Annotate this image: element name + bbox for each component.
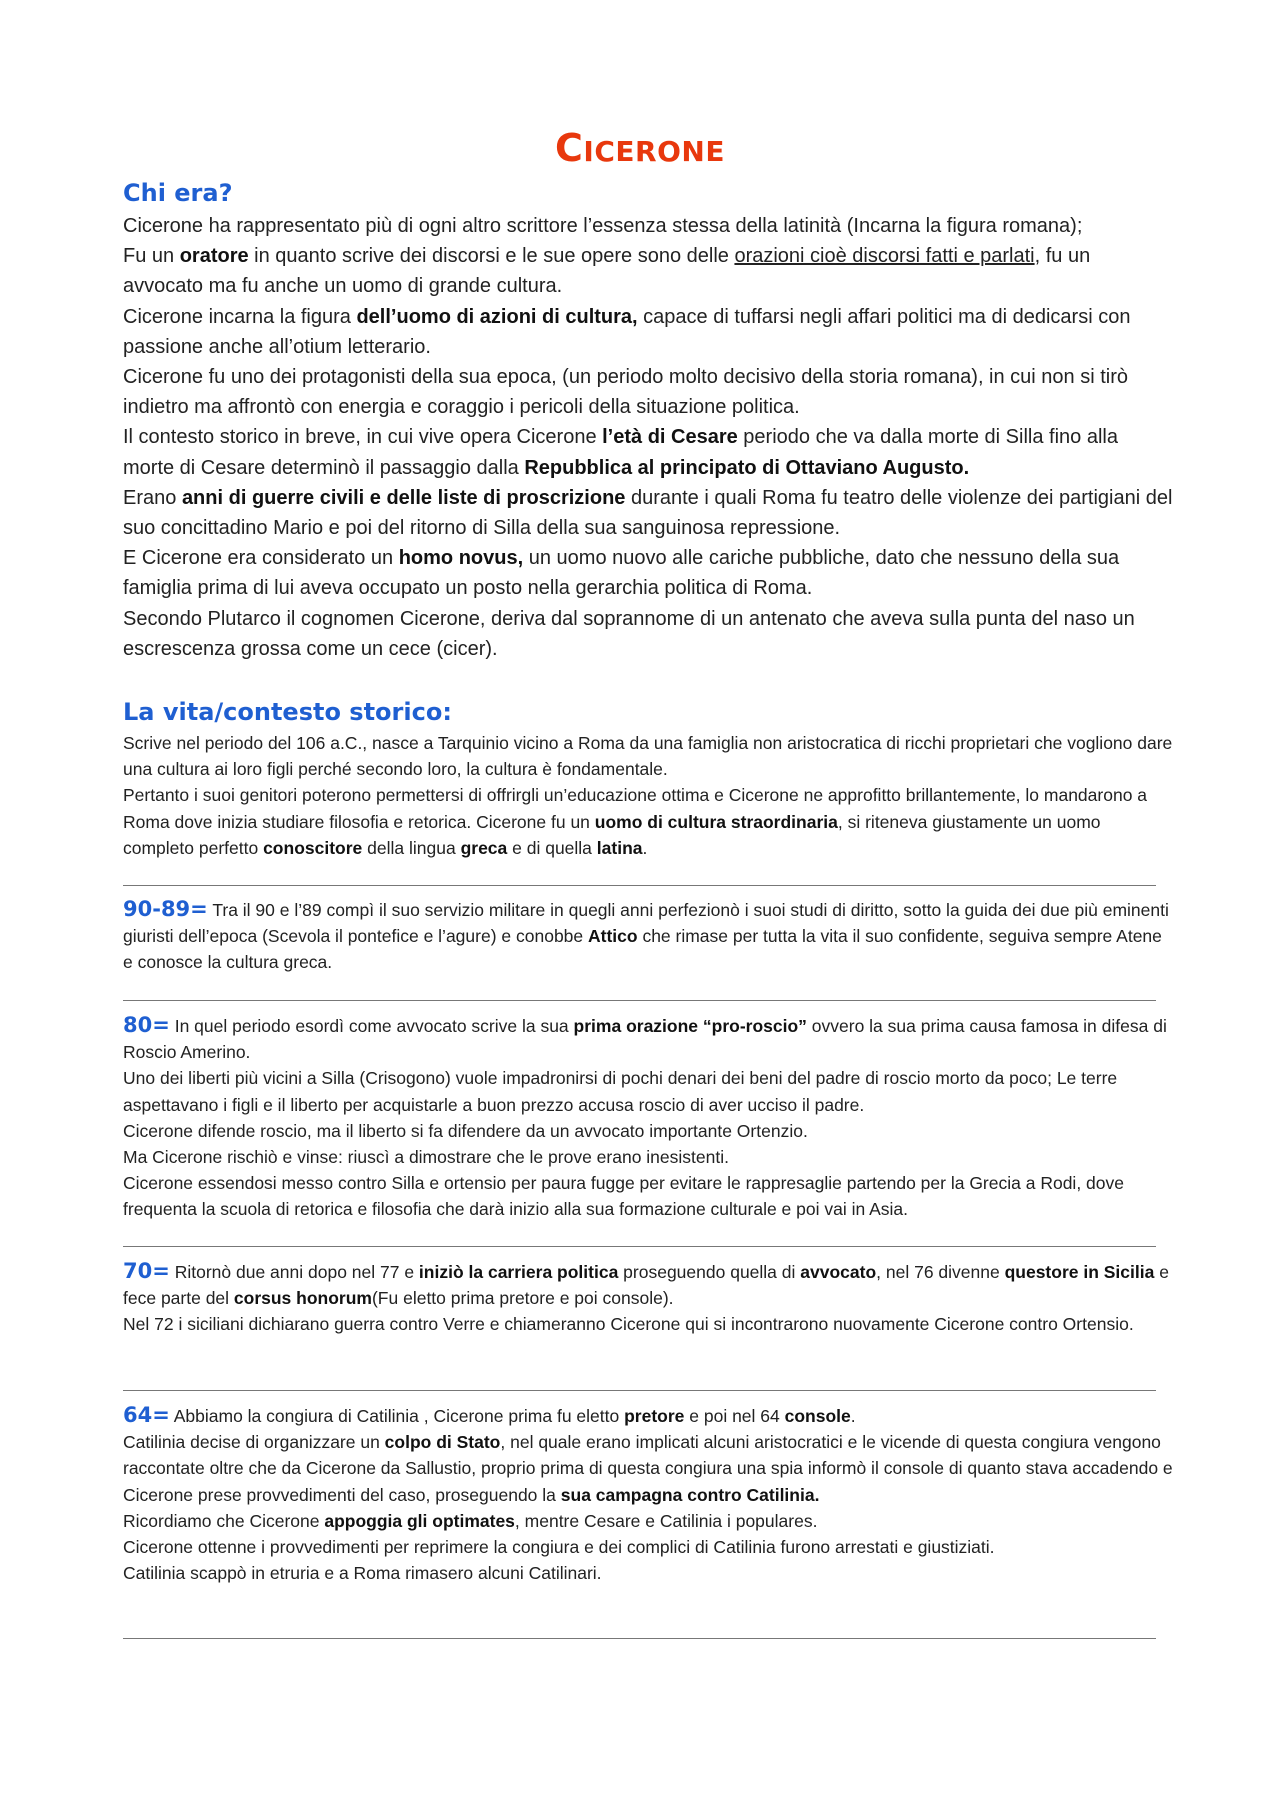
paragraph: Cicerone ottenne i provvedimenti per reprimere la congiura e dei complici di Catilinia furono arrestati e giustiziati. — [123, 1537, 995, 1558]
entry-80 — [123, 1012, 1173, 1223]
paragraph: Erano anni di guerre civili e delle liste di proscrizione durante i quali Roma fu teatro delle violenze dei partigiani del suo concittadino Mario e poi del ritorno di Silla della sua sanguinosa repressione. — [123, 486, 1173, 540]
paragraph: 80= In quel periodo esordì come avvocato scrive la sua prima orazione “pro-roscio” ovvero la sua prima causa famosa in difesa di Roscio Amerino. — [123, 1013, 1167, 1063]
entry-70 — [123, 1258, 1173, 1338]
year-label: 80 — [123, 1013, 153, 1037]
paragraph: Uno dei liberti più vicini a Silla (Crisogono) vuole impadronirsi di pochi denari dei beni del padre di roscio morto da poco; Le terre aspettavano i figli e il liberto per acquistarle a buon prezzo accusa roscio di aver ucciso il padre. — [123, 1068, 1118, 1115]
section-heading-chi-era: Chi era? — [123, 179, 233, 207]
paragraph: Secondo Plutarco il cognomen Cicerone, deriva dal soprannome di un antenato che aveva sulla punta del naso un escrescenza grossa come un cece (cicer). — [123, 607, 1135, 660]
paragraph: 70= Ritornò due anni dopo nel 77 e iniziò la carriera politica proseguendo quella di avvocato, nel 76 divenne questore in Sicilia e fece parte del corsus honorum(Fu eletto prima pretore e poi console). — [123, 1259, 1169, 1309]
year-label: 64 — [123, 1403, 153, 1427]
divider — [123, 885, 1156, 886]
paragraph: Fu un oratore in quanto scrive dei discorsi e le sue opere sono delle orazioni cioè discorsi fatti e parlati, fu un avvocato ma fu anche un uomo di grande cultura. — [123, 245, 1091, 298]
divider — [123, 1390, 1156, 1391]
section-heading-vita: La vita/contesto storico: — [123, 698, 452, 726]
paragraph: Cicerone fu uno dei protagonisti della sua epoca, (un periodo molto decisivo della storia romana), in cui non si tirò indietro ma affrontò con energia e coraggio i pericoli della situazione politica. — [123, 366, 1129, 419]
paragraph: Catilinia scappò in etruria e a Roma rimasero alcuni Catilinari. — [123, 1563, 602, 1584]
paragraph: Scrive nel periodo del 106 a.C., nasce a Tarquinio vicino a Roma da una famiglia non aristocratica di ricchi proprietari che vogliono dare una cultura ai loro figli perché secondo loro, la cultura è fondamentale. — [123, 733, 1173, 780]
paragraph: E Cicerone era considerato un homo novus, un uomo nuovo alle cariche pubbliche, dato che nessuno della sua famiglia prima di lui aveva occupato un posto nella gerarchia politica di Roma. — [123, 547, 1120, 600]
paragraph: Il contesto storico in breve, in cui vive opera Cicerone l’età di Cesare periodo che va dalla morte di Silla fino alla morte di Cesare determinò il passaggio dalla Repubblica al principato di Ottaviano Augusto. — [123, 426, 1118, 479]
page-title: CICERONE — [555, 126, 725, 170]
paragraph: Nel 72 i siciliani dichiarano guerra contro Verre e chiameranno Cicerone qui si incontrarono nuovamente Cicerone contro Ortensio. — [123, 1314, 1134, 1335]
paragraph: Ricordiamo che Cicerone appoggia gli optimates, mentre Cesare e Catilinia i populares. — [123, 1510, 818, 1531]
paragraph: Catilinia decise di organizzare un colpo di Stato, nel quale erano implicati alcuni aristocratici e le vicende di questa congiura vengono raccontate oltre che da Cicerone da Sallustio, proprio prima di questa congiura una spia informò il console di quanto stava accadendo e Cicerone prese provvedimenti del caso, proseguendo la sua campagna contro Catilinia. — [123, 1432, 1173, 1505]
paragraph: Cicerone essendosi messo contro Silla e ortensio per paura fugge per evitare le rappresaglie partendo per la Grecia a Rodi, dove frequenta la scuola di retorica e filosofia che darà inizio alla sua formazione culturale e poi vai in Asia. — [123, 1173, 1124, 1220]
year-label: 70 — [123, 1259, 153, 1283]
paragraph: 64= Abbiamo la congiura di Catilinia , Cicerone prima fu eletto pretore e poi nel 64 console. — [123, 1403, 856, 1427]
entry-64 — [123, 1402, 1173, 1586]
divider — [123, 1000, 1156, 1001]
paragraph: Cicerone difende roscio, ma il liberto si fa difendere da un avvocato importante Ortenzio. — [123, 1120, 808, 1141]
paragraph: 90-89= Tra il 90 e l’89 compì il suo servizio militare in quegli anni perfezionò i suoi studi di diritto, sotto la guida dei due più eminenti giuristi dell’epoca (Scevola il pontefice e l’agure) e conobbe Attico che rimase per tutta la vita il suo confidente, seguiva sempre Atene e conosce la cultura greca. — [123, 897, 1169, 973]
paragraph: Ma Cicerone rischiò e vinse: riuscì a dimostrare che le prove erano inesistenti. — [123, 1147, 729, 1168]
paragraph: Cicerone incarna la figura dell’uomo di azioni di cultura, capace di tuffarsi negli affari politici ma di dedicarsi con passione anche all’otium letterario. — [123, 305, 1131, 358]
intro-text — [123, 211, 1173, 664]
divider — [123, 1246, 1156, 1247]
paragraph: Pertanto i suoi genitori poterono permettersi di offrirgli un’educazione ottima e Cicerone ne approfitto brillantemente, lo mandarono a Roma dove inizia studiare filosofia e retorica. Cicerone fu un uomo di cultura straordinaria, si riteneva giustamente un uomo completo perfetto conoscitore della lingua greca e di quella latina. — [123, 785, 1148, 858]
paragraph: Cicerone ha rappresentato più di ogni altro scrittore l’essenza stessa della latinità (Incarna la figura romana); — [123, 215, 1083, 237]
entry-90-89 — [123, 896, 1173, 976]
divider — [123, 1638, 1156, 1639]
year-label: 90-89 — [123, 897, 191, 921]
vita-text — [123, 730, 1173, 861]
